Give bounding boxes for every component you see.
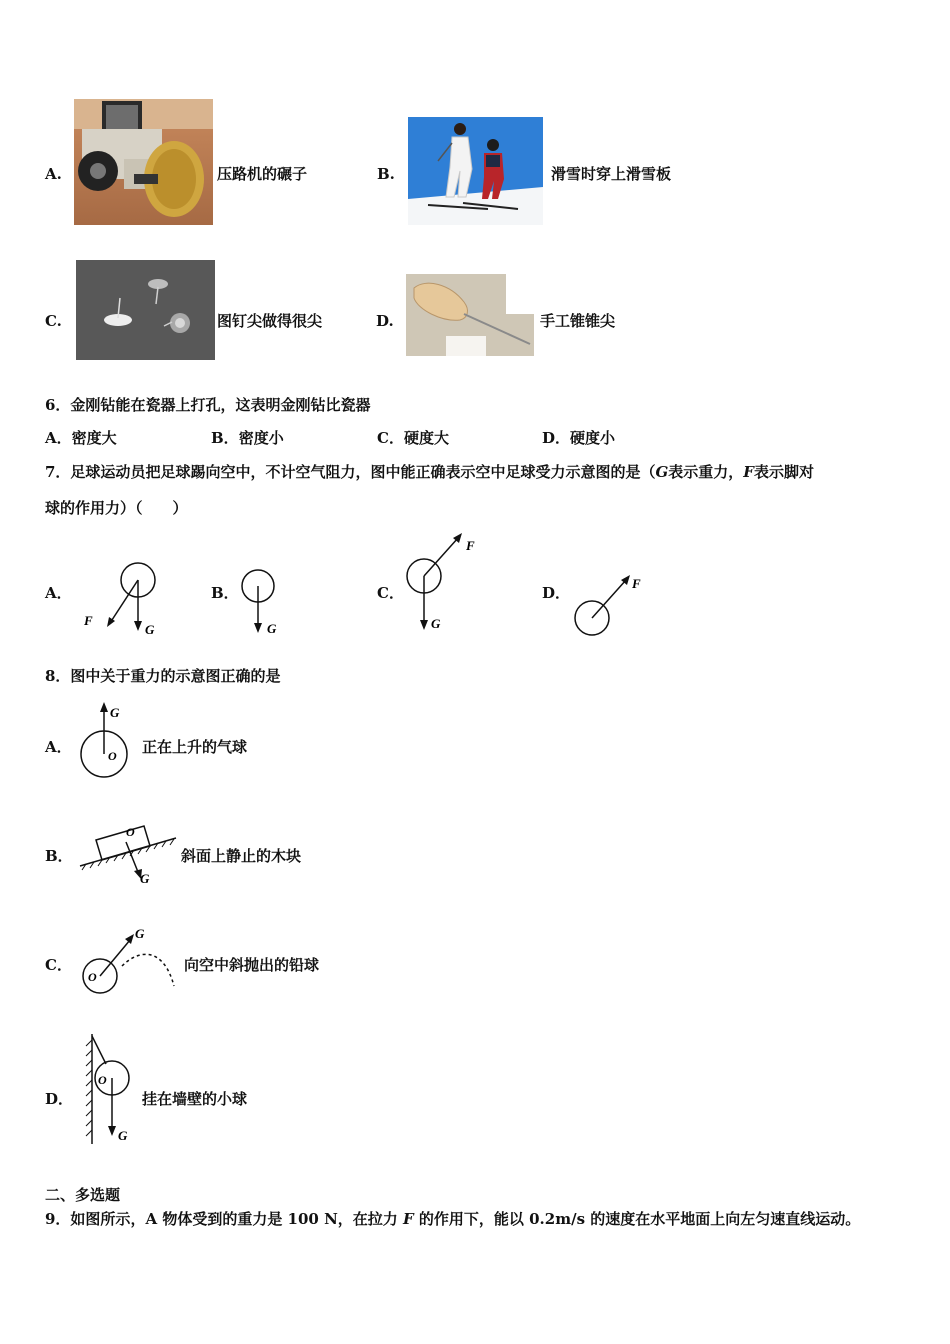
q7-option-c-letter: C． [377, 584, 404, 602]
q8d-g-label: G [118, 1128, 128, 1143]
q8-option-d-letter: D． [45, 1090, 74, 1108]
q5-option-b-caption: 滑雪时穿上滑雪板 [551, 165, 672, 183]
q5-option-a-caption: 压路机的碾子 [217, 165, 308, 183]
q7c-g-label: G [431, 616, 441, 631]
q8c-o-label: O [88, 970, 97, 984]
q8-diagram-d [82, 1030, 142, 1148]
q6-option-c: C．硬度大 [377, 429, 449, 447]
q7a-g-label: G [145, 622, 155, 637]
road-roller-photo [74, 99, 213, 225]
q8a-g-label: G [110, 705, 120, 720]
q8-diagram-c [78, 922, 182, 1000]
thumbtacks-photo [76, 260, 215, 360]
q7-option-d-letter: D． [542, 584, 571, 602]
q7-stem-line2: 球的作用力）（ ） [45, 499, 188, 517]
q7-diagram-b [236, 565, 296, 640]
q7b-g-label: G [267, 621, 277, 636]
q5-option-d-letter: D. [376, 312, 394, 330]
q8-option-b-caption: 斜面上静止的木块 [181, 847, 302, 865]
q9-stem: 9．如图所示，A 物体受到的重力是 100 N，在拉力 F 的作用下，能以 0.2m/s 的速度在水平地面上向左匀速直线运动。 [45, 1210, 861, 1228]
q6-option-a: A．密度大 [45, 429, 117, 447]
q5-option-c-caption: 图钉尖做得很尖 [217, 312, 323, 330]
q7-diagram-d [568, 570, 648, 642]
q7-option-a-letter: A． [45, 584, 72, 602]
q7a-f-label: F [84, 613, 93, 628]
q8b-o-label: O [126, 825, 135, 839]
q6-option-b: B．密度小 [211, 429, 284, 447]
q7-stem-line1: 7．足球运动员把足球踢向空中，不计空气阻力，图中能正确表示空中足球受力示意图的是（G表示重力，F表示脚对 [45, 463, 814, 481]
q8-option-c-caption: 向空中斜抛出的铅球 [184, 956, 320, 974]
q8-diagram-b [76, 812, 182, 890]
q5-option-c-letter: C. [45, 312, 62, 330]
q7-diagram-a [78, 555, 168, 640]
q8-option-a-letter: A． [45, 738, 72, 756]
q8-option-b-letter: B． [45, 847, 73, 865]
q7d-f-label: F [632, 576, 641, 591]
q5-option-d-caption: 手工锥锥尖 [540, 312, 616, 330]
q8d-o-label: O [98, 1073, 107, 1087]
q7-option-b-letter: B． [211, 584, 239, 602]
q8-option-a-caption: 正在上升的气球 [142, 738, 248, 756]
q6-option-d: D．硬度小 [542, 429, 616, 447]
q5-option-b-letter: B. [377, 165, 395, 183]
q8b-g-label: G [140, 871, 150, 886]
awl-photo [406, 274, 534, 356]
q8c-g-label: G [135, 926, 145, 941]
q7c-f-label: F [466, 538, 475, 553]
q8-stem: 8．图中关于重力的示意图正确的是 [45, 667, 281, 685]
q8-option-c-letter: C． [45, 956, 72, 974]
q7-diagram-c [400, 528, 490, 638]
section2-title: 二、多选题 [45, 1186, 121, 1204]
q8a-o-label: O [108, 749, 117, 763]
q8-option-d-caption: 挂在墙壁的小球 [142, 1090, 248, 1108]
q6-stem: 6．金刚钻能在瓷器上打孔，这表明金刚钻比瓷器 [45, 396, 371, 414]
q5-option-a-letter: A. [45, 165, 62, 183]
skiers-photo [408, 117, 543, 225]
q8-diagram-a [76, 700, 138, 782]
